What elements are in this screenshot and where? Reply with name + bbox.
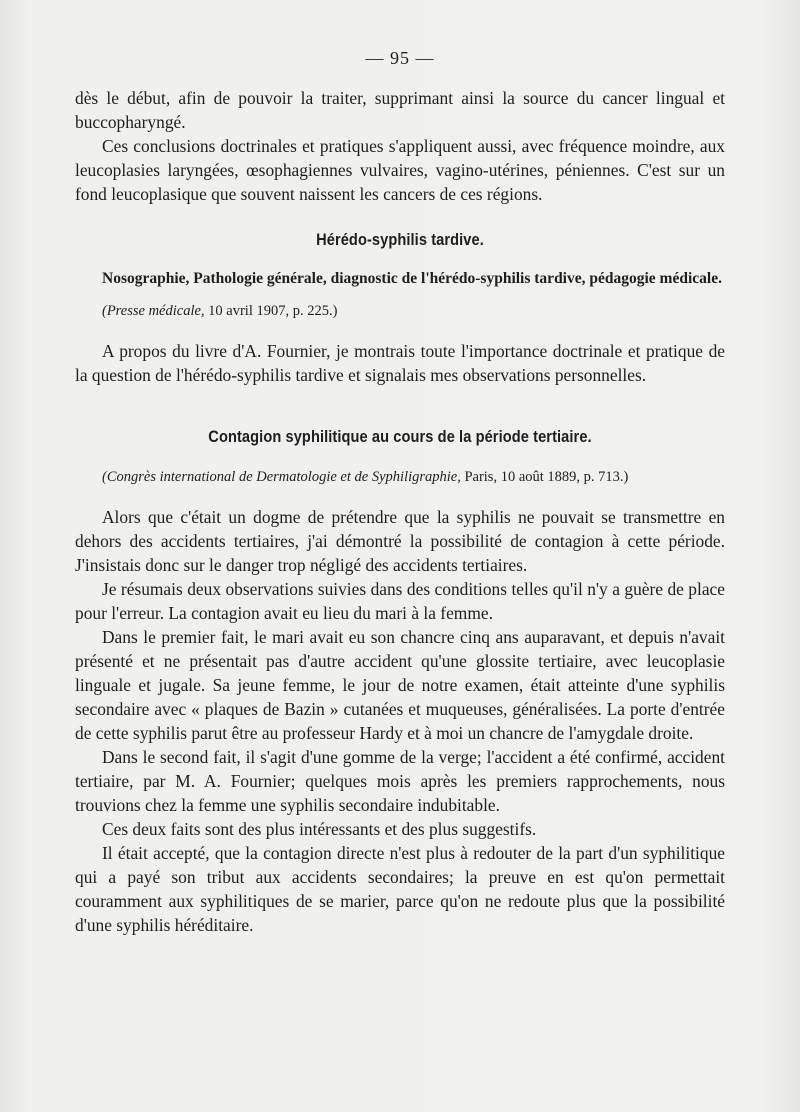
intro-paragraph-conclusions: Ces conclusions doctrinales et pratiques s'appliquent aussi, avec fréquence moindre, aux leucoplasies laryngées, œsophagiennes vulvaires, vagino-utérines, péniennes. C'est sur un fond leucoplasique que souvent naissent les cancers de ces régions. [75,136,725,204]
paragraph-second-fait: Dans le second fait, il s'agit d'une gomme de la verge; l'accident a été confirmé, accident tertiaire, par M. A. Fournier; quelques mois après les premiers rapprochements, nous trouvions chez la femme une syphilis secondaire indubitable. [75,747,725,815]
section-title-contagion: Contagion syphilitique au cours de la période tertiaire. [208,427,592,446]
paragraph-fournier: A propos du livre d'A. Fournier, je montrais toute l'importance doctrinale et pratique de la question de l'hérédo-syphilis tardive et signalais mes observations personnelles. [75,341,725,385]
article-title-nosographie: Nosographie, Pathologie générale, diagnostic de l'hérédo-syphilis tardive, pédagogie médicale. [102,270,722,287]
paragraph-premier-fait: Dans le premier fait, le mari avait eu son chancre cinq ans auparavant, et depuis n'avait présenté et ne présentait pas d'autre accident qu'une glossite tertiaire, avec leucoplasie linguale et jugale. Sa jeune femme, le jour de notre examen, était atteinte d'une syphilis secondaire avec « plaques de Bazin » cutanées et muqueuses, généralisées. La porte d'entrée de cette syphilis parut être au professeur Hardy et à moi un chancre de l'amygdale droite. [75,627,725,743]
paragraph-contagion-directe: Il était accepté, que la contagion directe n'est plus à redouter de la part d'un syphilitique qui a payé son tribut aux accidents secondaires; la preuve en est qu'on permettait couramment aux syphilitiques de se marier, parce qu'on ne redoute plus que la possibilité d'une syphilis héréditaire. [75,843,725,935]
citation-congress-name: (Congrès international de Dermatologie et de Syphiligraphie, [102,469,461,485]
citation-presse-medicale [75,299,725,323]
section-title-heredo-syphilis: Hérédo-syphilis tardive. [316,230,484,249]
citation-date: 10 avril 1907, p. 225.) [208,303,338,319]
citation-congress-date: Paris, 10 août 1889, p. 713.) [464,469,629,485]
paragraph-observations: Je résumais deux observations suivies dans des conditions telles qu'il n'y a guère de place pour l'erreur. La contagion avait eu lieu du mari à la femme. [75,579,725,623]
paragraph-deux-faits: Ces deux faits sont des plus intéressants et des plus suggestifs. [102,819,537,839]
page-body [75,86,725,937]
page-number: — 95 — [365,48,435,68]
paragraph-dogme: Alors que c'était un dogme de prétendre que la syphilis ne pouvait se transmettre en dehors des accidents tertiaires, j'ai démontré la possibilité de contagion à cette période. J'insistais donc sur le danger trop négligé des accidents tertiaires. [75,507,725,575]
intro-paragraph-continued: dès le début, afin de pouvoir la traiter, supprimant ainsi la source du cancer lingual et buccopharyngé. [75,88,725,132]
citation-congres [75,465,725,489]
citation-journal: (Presse médicale, [102,303,205,319]
